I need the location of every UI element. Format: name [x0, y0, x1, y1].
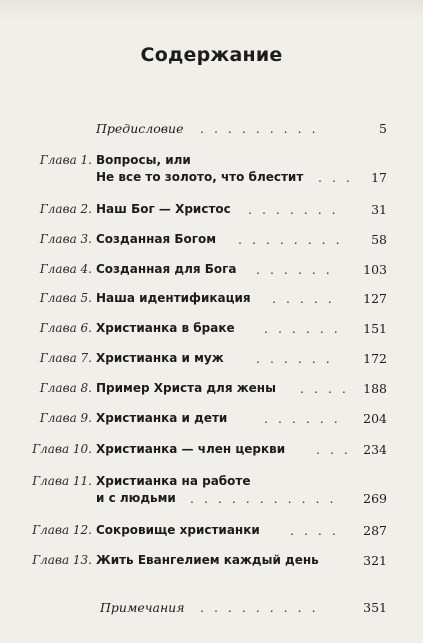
- toc-leader-dots: . . . . . . . . . . .: [190, 491, 337, 506]
- toc-chapter-page: 204: [363, 411, 387, 426]
- toc-chapter-title: Пример Христа для жены: [96, 381, 276, 395]
- toc-preface-page: 5: [379, 121, 387, 136]
- toc-chapter-label: Глава 4.: [39, 262, 92, 276]
- toc-chapter-page: 127: [363, 291, 387, 306]
- toc-leader-dots: . . . . . .: [264, 321, 341, 336]
- toc-preface-label: Предисловие: [96, 121, 184, 136]
- toc-chapter-page: 151: [363, 321, 387, 336]
- toc-chapter-title: Христианка на работе: [96, 474, 251, 488]
- toc-chapter-label: Глава 2.: [39, 202, 92, 216]
- toc-chapter-page: 188: [363, 381, 387, 396]
- toc-chapter-title: Созданная Богом: [96, 232, 217, 246]
- toc-chapter-page: 17: [371, 170, 387, 185]
- toc-chapter-label: Глава 8.: [39, 381, 92, 395]
- toc-chapter-title-line2: и с людьми: [96, 491, 176, 505]
- toc-chapter-label: Глава 6.: [39, 321, 92, 335]
- toc-chapter-title: Христианка — член церкви: [96, 442, 286, 456]
- toc-chapter-label: Глава 7.: [39, 351, 92, 365]
- toc-notes-label: Примечания: [100, 600, 185, 615]
- toc-chapter-page: 172: [363, 351, 387, 366]
- toc-chapter-title: Христианка в браке: [96, 321, 235, 335]
- toc-chapter-label: Глава 10.: [32, 442, 92, 456]
- toc-leader-dots: . . .: [318, 170, 353, 185]
- toc-chapter-page: 287: [363, 523, 387, 538]
- toc-chapter-label: Глава 11.: [32, 474, 92, 488]
- toc-chapter-label: Глава 3.: [39, 232, 92, 246]
- toc-leader-dots: . . .: [316, 442, 351, 457]
- toc-chapter-title: Вопросы, или: [96, 153, 191, 167]
- toc-leader-dots: . . . .: [290, 523, 339, 538]
- toc-leader-dots: . . . . . .: [256, 262, 333, 277]
- toc-chapter-page: 58: [371, 232, 387, 247]
- show-through-text: [0, 0, 423, 20]
- toc-leader-dots: . . . . . . . .: [238, 232, 343, 247]
- toc-chapter-title: Наш Бог — Христос: [96, 202, 231, 216]
- toc-chapter-title: Созданная для Бога: [96, 262, 237, 276]
- toc-chapter-label: Глава 5.: [39, 291, 92, 305]
- toc-leader-dots: . . . . . . . . .: [200, 121, 319, 136]
- page-title: Содержание: [140, 44, 283, 66]
- toc-chapter-title: Жить Евангелием каждый день: [96, 553, 319, 567]
- toc-chapter-page: 234: [363, 442, 387, 457]
- toc-chapter-label: Глава 9.: [39, 411, 92, 425]
- toc-chapter-title-line2: Не все то золото, что блестит: [96, 170, 304, 184]
- toc-chapter-page: 103: [363, 262, 387, 277]
- toc-chapter-title: Сокровище христианки: [96, 523, 260, 537]
- toc-chapter-label: Глава 12.: [32, 523, 92, 537]
- toc-leader-dots: . . . .: [300, 381, 349, 396]
- toc-leader-dots: . . . . . .: [264, 411, 341, 426]
- toc-leader-dots: . . . . . . . . .: [200, 600, 319, 615]
- toc-chapter-page: 321: [363, 553, 387, 568]
- toc-leader-dots: . . . . . .: [256, 351, 333, 366]
- toc-chapter-title: Наша идентификация: [96, 291, 251, 305]
- toc-chapter-title: Христианка и муж: [96, 351, 224, 365]
- toc-leader-dots: . . . . . . .: [248, 202, 339, 217]
- toc-chapter-page: 31: [371, 202, 387, 217]
- toc-chapter-label: Глава 13.: [32, 553, 92, 567]
- toc-chapter-page: 269: [363, 491, 387, 506]
- toc-notes-page: 351: [363, 600, 387, 615]
- toc-leader-dots: . . . . .: [272, 291, 335, 306]
- toc-chapter-label: Глава 1.: [39, 153, 92, 167]
- toc-chapter-title: Христианка и дети: [96, 411, 228, 425]
